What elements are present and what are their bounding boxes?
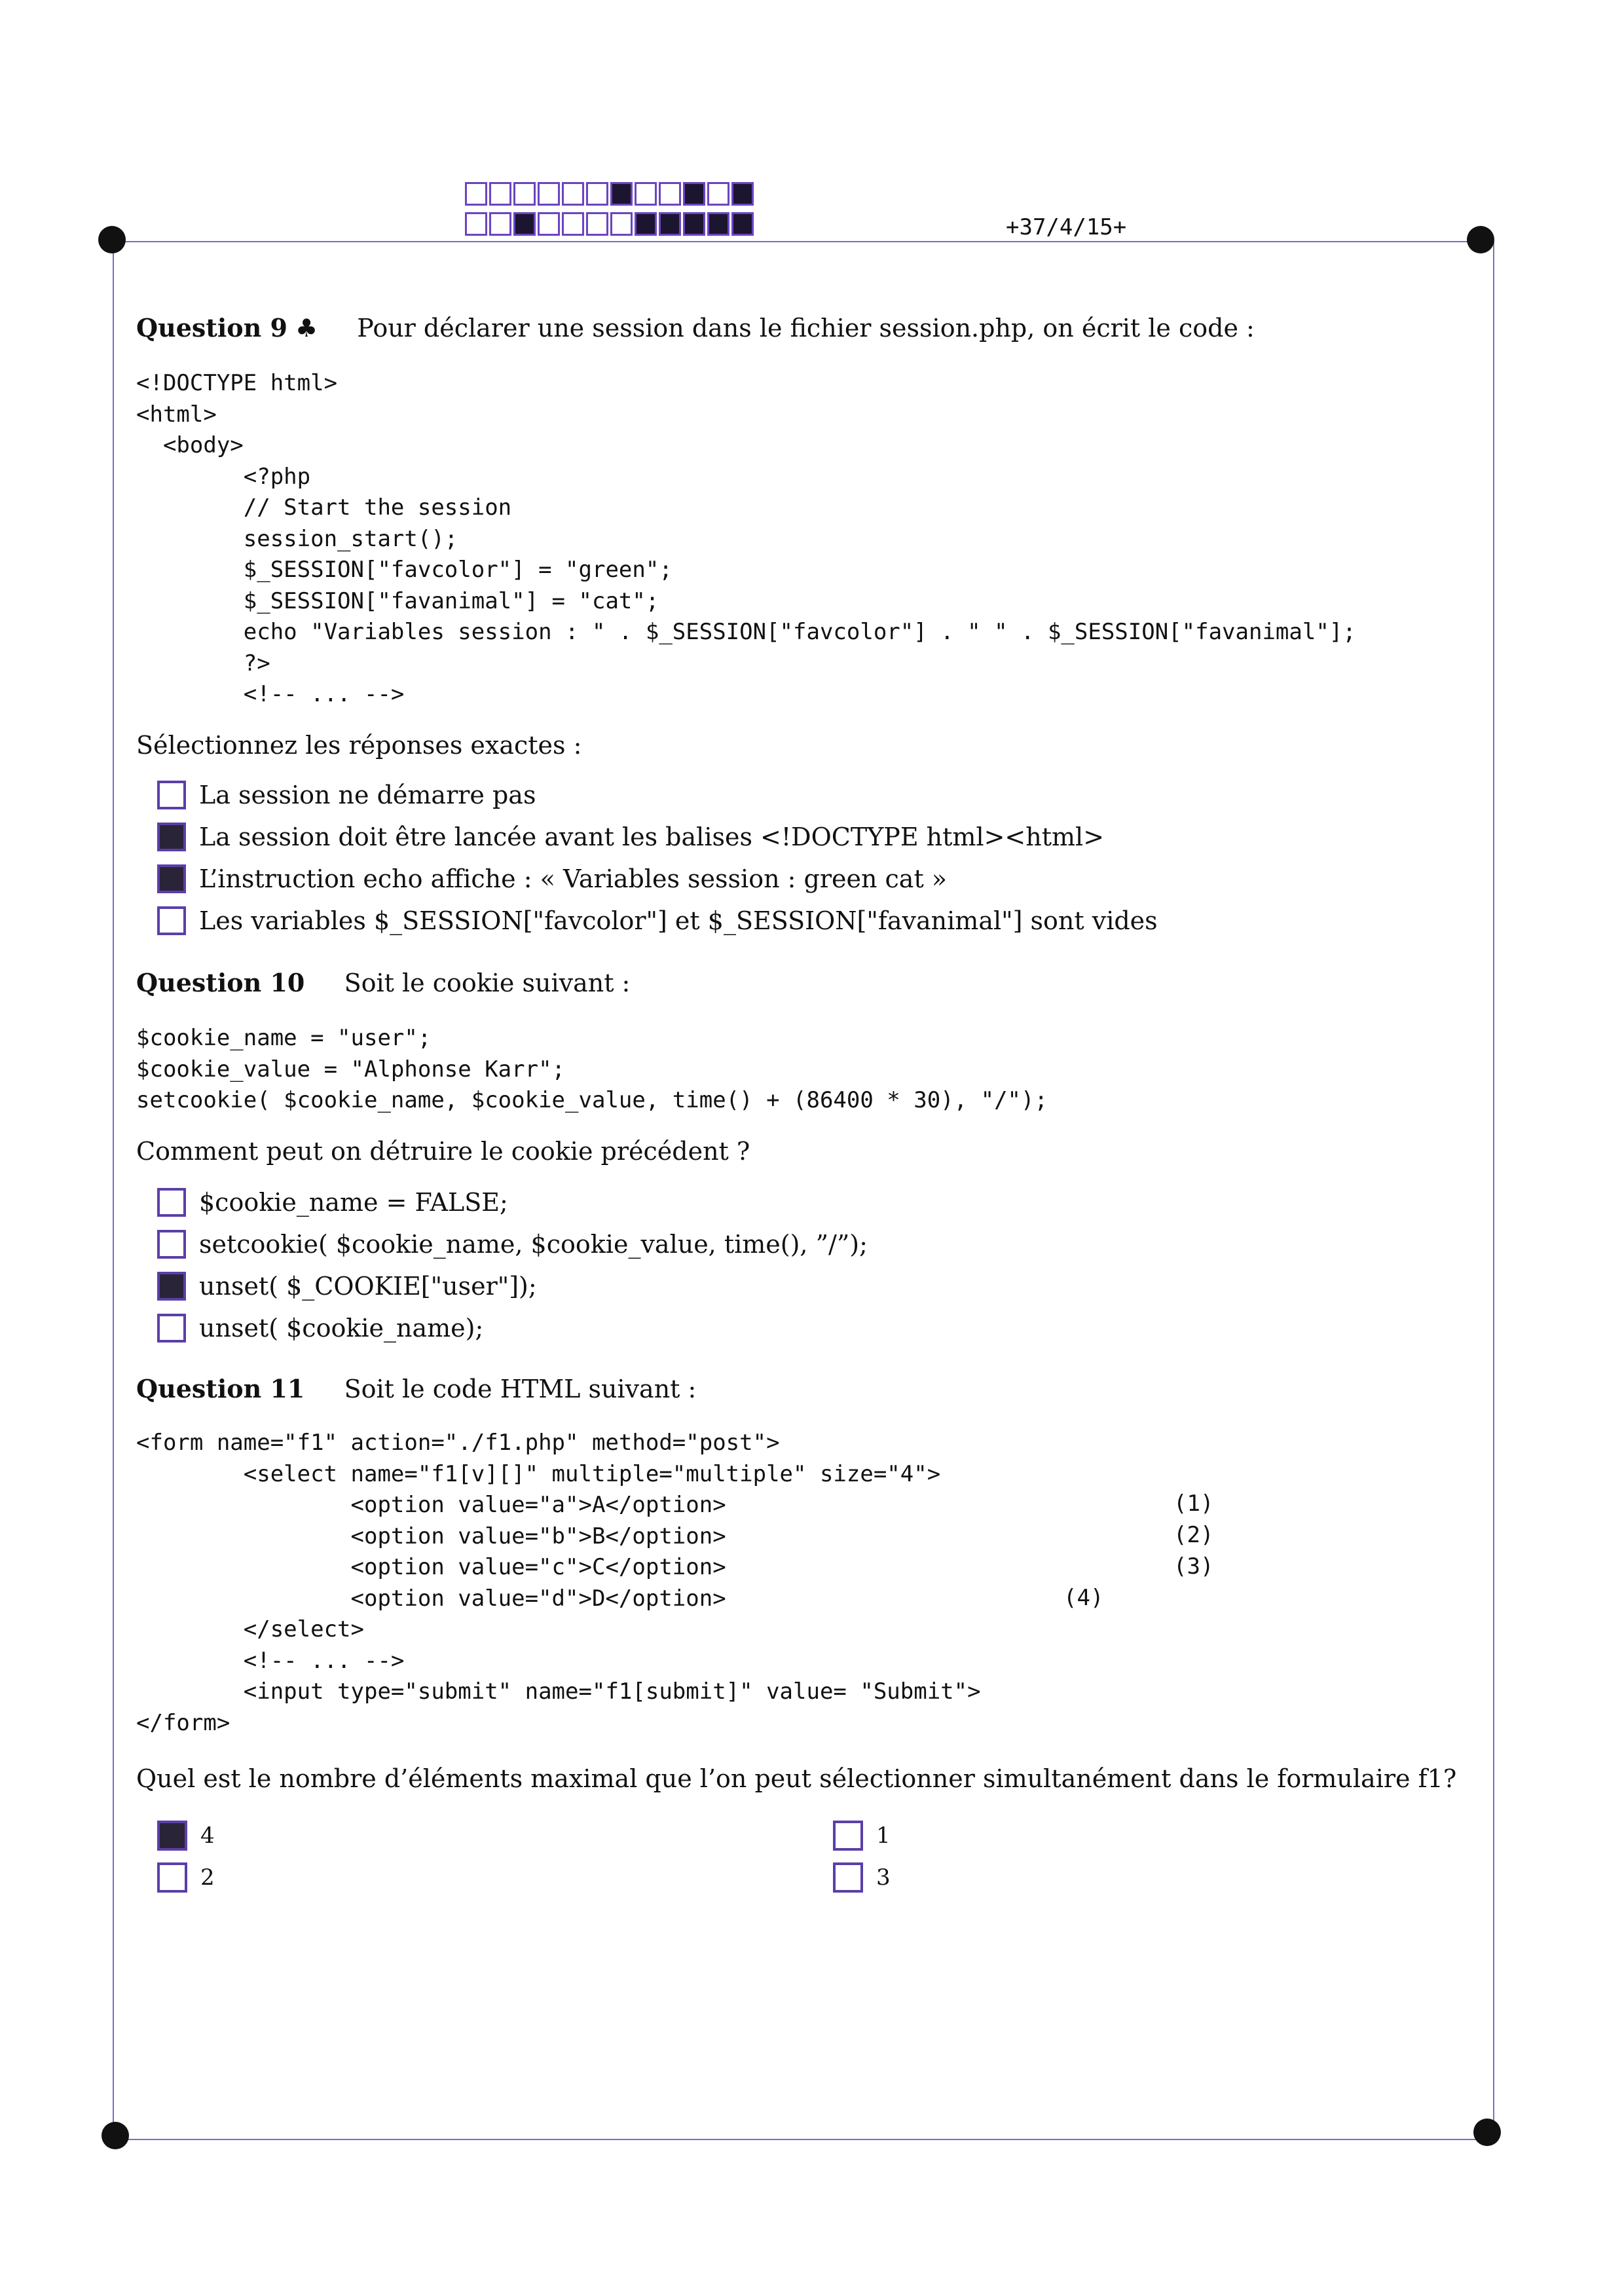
q9-choice-2[interactable] <box>157 823 1104 851</box>
q10-choice-2[interactable] <box>157 1230 868 1259</box>
question-9-instruction: Sélectionnez les réponses exactes : <box>136 731 582 760</box>
id-cell <box>683 182 705 206</box>
id-cell <box>635 182 657 206</box>
question-10-heading <box>136 968 630 997</box>
checkbox[interactable] <box>833 1821 863 1851</box>
choice-label: 1 <box>876 1823 891 1849</box>
question-11-prompt: Soit le code HTML suivant : <box>344 1375 697 1403</box>
checkbox[interactable] <box>157 1188 186 1217</box>
id-cell <box>610 212 633 236</box>
choice-label: La session doit être lancée avant les balises <!DOCTYPE html><html> <box>199 823 1105 851</box>
checkbox[interactable] <box>157 1230 186 1259</box>
checkbox[interactable] <box>157 823 186 851</box>
choice-label: unset( $cookie_name); <box>199 1314 484 1342</box>
id-barcode-row-2 <box>465 212 756 236</box>
q10-choice-1[interactable] <box>157 1188 508 1217</box>
choice-label: L’instruction echo affiche : « Variables session : green cat » <box>199 864 948 893</box>
q11-choice-4[interactable] <box>833 1862 891 1893</box>
id-cell <box>731 212 754 236</box>
choice-label: 4 <box>200 1823 215 1849</box>
id-cell <box>513 212 536 236</box>
id-cell <box>538 212 560 236</box>
question-11-heading <box>136 1374 696 1403</box>
id-cell <box>562 182 584 206</box>
checkbox[interactable] <box>157 1272 186 1301</box>
club-icon: ♣ <box>295 314 318 343</box>
page-id: +37/4/15+ <box>1006 214 1127 240</box>
question-10-prompt: Soit le cookie suivant : <box>344 969 631 997</box>
id-cell <box>635 212 657 236</box>
q11-choice-2[interactable] <box>157 1862 215 1893</box>
id-cell <box>538 182 560 206</box>
q9-choice-3[interactable] <box>157 864 947 893</box>
id-cell <box>586 212 608 236</box>
id-cell <box>489 212 511 236</box>
choice-label: Les variables $_SESSION["favcolor"] et $_SESSION["favanimal"] sont vides <box>199 906 1158 935</box>
choice-label: $cookie_name = FALSE; <box>199 1188 508 1217</box>
line-number-1: (1) <box>1173 1491 1214 1517</box>
id-cell <box>489 182 511 206</box>
checkbox[interactable] <box>157 864 186 893</box>
question-9-code: <!DOCTYPE html> <html> <body> <?php // Start the session session_start(); $_SESSION["favcolor"] = "green"; $_SESSION["favanimal"] = "cat"; echo "Variables session : " . $_SESSION["favcolor"] . " " . $_SESSION["favanimal"]; ?> <!-- ... --> <box>136 370 1356 707</box>
checkbox[interactable] <box>157 1314 186 1342</box>
id-cell <box>707 182 729 206</box>
id-cell <box>562 212 584 236</box>
id-cell <box>731 182 754 206</box>
corner-marker-top-left <box>98 226 126 253</box>
checkbox[interactable] <box>157 1862 187 1893</box>
corner-marker-bottom-left <box>101 2122 129 2149</box>
q10-choice-4[interactable] <box>157 1314 483 1342</box>
checkbox[interactable] <box>833 1862 863 1893</box>
checkbox[interactable] <box>157 781 186 809</box>
question-10-code: $cookie_name = "user"; $cookie_value = "Alphonse Karr"; setcookie( $cookie_name, $cookie_value, time() + (86400 * 30), "/"); <box>136 1025 1048 1113</box>
choice-label: 2 <box>200 1864 215 1891</box>
question-11-question: Quel est le nombre d’éléments maximal que l’on peut sélectionner simultanément dans le formulaire f1? <box>136 1764 1457 1793</box>
q11-choice-1[interactable] <box>157 1821 215 1851</box>
id-barcode-row-1 <box>465 182 756 206</box>
id-cell <box>707 212 729 236</box>
q9-choice-4[interactable] <box>157 906 1158 935</box>
id-cell <box>659 212 681 236</box>
id-cell <box>683 212 705 236</box>
q9-choice-1[interactable] <box>157 781 536 809</box>
checkbox[interactable] <box>157 1821 187 1851</box>
id-cell <box>586 182 608 206</box>
q10-choice-3[interactable] <box>157 1272 537 1301</box>
line-number-3: (3) <box>1173 1553 1214 1580</box>
corner-marker-top-right <box>1467 226 1494 253</box>
id-cell <box>610 182 633 206</box>
checkbox[interactable] <box>157 906 186 935</box>
choice-label: unset( $_COOKIE["user"]); <box>199 1272 537 1301</box>
line-number-4: (4) <box>1063 1585 1104 1611</box>
question-11-code: <form name="f1" action="./f1.php" method="post"> <select name="f1[v][]" multiple="multiple" size="4"> <option value="a">A</option> <option value="b">B</option> <option value="c">C</option> <option value="d">D</option> </select> <!-- ... --> <input type="submit" name="f1[submit]" value= "Submit"> </form> <box>136 1430 981 1736</box>
question-9-title: Question 9 <box>136 313 287 343</box>
q11-choice-3[interactable] <box>833 1821 891 1851</box>
id-cell <box>659 182 681 206</box>
choice-label: 3 <box>876 1864 891 1891</box>
question-10-title: Question 10 <box>136 968 305 997</box>
question-9-prompt: Pour déclarer une session dans le fichier session.php, on écrit le code : <box>357 314 1255 343</box>
id-cell <box>465 182 487 206</box>
question-9-heading <box>136 313 1255 343</box>
choice-label: setcookie( $cookie_name, $cookie_value, time(), ”/”); <box>199 1230 868 1259</box>
corner-marker-bottom-right <box>1473 2119 1501 2146</box>
question-11-title: Question 11 <box>136 1374 305 1403</box>
id-cell <box>513 182 536 206</box>
choice-label: La session ne démarre pas <box>199 781 536 809</box>
question-10-question: Comment peut on détruire le cookie précédent ? <box>136 1137 750 1166</box>
id-cell <box>465 212 487 236</box>
line-number-2: (2) <box>1173 1522 1214 1548</box>
